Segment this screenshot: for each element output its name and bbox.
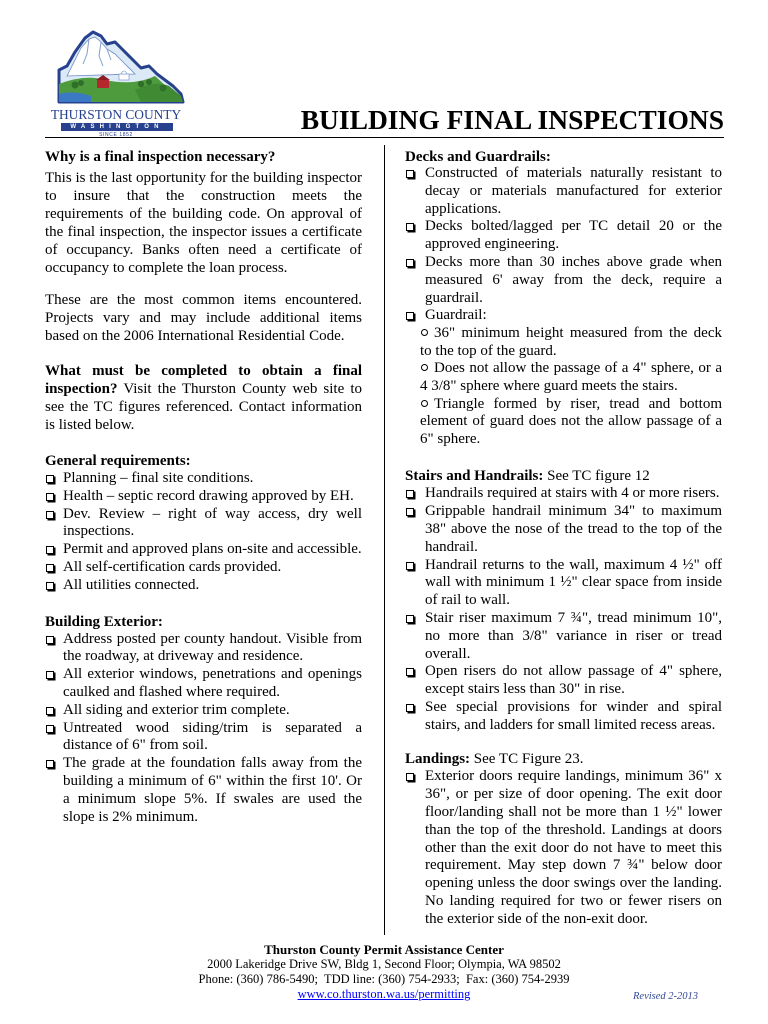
checkbox-bullet-icon xyxy=(46,671,54,679)
list-item-text: Health – septic record drawing approved by EH. xyxy=(63,487,354,504)
list-item-text: Handrail returns to the wall, maximum 4 ½" off wall with minimum 1 ½" clear space from inside of rail to wall. xyxy=(425,556,722,609)
why-paragraph: This is the last opportunity for the building inspector to insure that the construction meets the requirements of the building code. On approval of the final inspection, the inspector issues a certificate of occupancy. Banks often need a certificate of occupancy to complete the loan process. xyxy=(45,170,362,276)
list-item-text: Permit and approved plans on-site and accessible. xyxy=(63,541,362,558)
circle-bullet-icon xyxy=(421,364,428,371)
list-item-text: Address posted per county handout. Visible from the roadway, at driveway and residence. xyxy=(63,630,362,665)
list-item xyxy=(405,165,722,218)
checkbox-bullet-icon xyxy=(406,508,414,516)
logo-since: SINCE 1852 xyxy=(99,132,133,138)
list-item xyxy=(405,485,722,503)
stairs-handrails-list xyxy=(405,485,722,734)
what-must-answer: Visit the Thurston County web site to see the TC figures referenced. Contact information is listed below. xyxy=(45,381,362,433)
what-must-paragraph xyxy=(45,362,362,434)
landings-list xyxy=(405,768,722,928)
building-exterior-heading: Building Exterior: xyxy=(45,613,163,630)
checkbox-bullet-icon xyxy=(406,773,414,781)
column-divider xyxy=(384,145,385,935)
list-item xyxy=(45,488,362,506)
checkbox-bullet-icon xyxy=(406,490,414,498)
list-item-text: The grade at the foundation falls away from the building a minimum of 6" within the first 10'. Or a minimum slope 5%. If swales are used the slope is 2% minimum. xyxy=(63,755,362,825)
list-item-text: See special provisions for winder and spiral stairs, and ladders for small limited recess areas. xyxy=(425,698,722,733)
stairs-handrails-heading xyxy=(405,467,722,485)
footer-phone: Phone: (360) 786-5490; TDD line: (360) 754-2933; Fax: (360) 754-2939 xyxy=(198,972,570,986)
list-item xyxy=(405,663,722,699)
sub-list-item-text: Does not allow the passage of a 4" sphere, or a 4 3/8" sphere where guard meets the stairs. xyxy=(420,360,722,394)
list-item xyxy=(45,541,362,559)
list-item xyxy=(405,557,722,610)
list-item xyxy=(45,702,362,720)
list-item xyxy=(405,503,722,556)
list-item xyxy=(45,755,362,826)
list-item xyxy=(45,631,362,667)
list-item-text: All self-certification cards provided. xyxy=(63,558,282,575)
landings-note: See TC Figure 23. xyxy=(470,751,584,768)
footer-address: 2000 Lakeridge Drive SW, Bldg 1, Second Floor; Olympia, WA 98502 xyxy=(207,957,561,971)
list-item xyxy=(405,699,722,735)
checkbox-bullet-icon xyxy=(406,704,414,712)
list-item xyxy=(405,610,722,663)
building-exterior-list xyxy=(45,631,362,827)
sub-list-item-text: Triangle formed by riser, tread and bottom element of guard does not the allow passage of a 6" sphere. xyxy=(420,395,722,447)
logo-county-name: THURSTON COUNTY xyxy=(50,107,182,122)
left-column xyxy=(45,148,362,826)
decks-guardrails-heading: Decks and Guardrails: xyxy=(405,149,551,165)
checkbox-bullet-icon xyxy=(46,475,54,483)
checkbox-bullet-icon xyxy=(46,707,54,715)
checkbox-bullet-icon xyxy=(46,564,54,572)
landings-heading xyxy=(405,750,722,768)
why-heading: Why is a final inspection necessary? xyxy=(45,149,276,165)
list-item-text: All siding and exterior trim complete. xyxy=(63,701,290,718)
list-item xyxy=(45,666,362,702)
checkbox-bullet-icon xyxy=(406,668,414,676)
decks-guardrails-list xyxy=(405,165,722,325)
list-item-text: Stair riser maximum 7 ¾", tread minimum 10", no more than 3/8" variance in riser or tread overall. xyxy=(425,609,722,662)
list-item xyxy=(45,577,362,595)
circle-bullet-icon xyxy=(421,400,428,407)
sub-list-item xyxy=(405,325,722,360)
checkbox-bullet-icon xyxy=(46,636,54,644)
county-logo xyxy=(45,30,187,138)
revision-date: Revised 2-2013 xyxy=(633,991,699,1002)
checkbox-bullet-icon xyxy=(406,615,414,623)
list-item-text: Open risers do not allow passage of 4" sphere, except stairs less than 30" in rise. xyxy=(425,663,722,698)
what-must-question: What must be completed to obtain a final inspection? xyxy=(45,363,362,397)
list-item xyxy=(405,254,722,307)
checkbox-bullet-icon xyxy=(406,259,414,267)
checkbox-bullet-icon xyxy=(46,546,54,554)
stairs-handrails-title: Stairs and Handrails: xyxy=(405,468,544,485)
checkbox-bullet-icon xyxy=(46,582,54,590)
guardrail-sublist xyxy=(405,325,722,448)
title-rule xyxy=(45,137,724,138)
right-column xyxy=(405,148,722,929)
checkbox-bullet-icon xyxy=(406,170,414,178)
list-item-text: Dev. Review – right of way access, dry well inspections. xyxy=(63,505,362,540)
list-item-text: Handrails required at stairs with 4 or more risers. xyxy=(425,485,720,502)
list-item xyxy=(405,218,722,254)
list-item xyxy=(405,768,722,928)
checkbox-bullet-icon xyxy=(46,760,54,768)
list-item xyxy=(45,470,362,488)
checkbox-bullet-icon xyxy=(46,725,54,733)
sub-list-item xyxy=(405,360,722,395)
stairs-handrails-note: See TC figure 12 xyxy=(543,468,650,485)
page-title: BUILDING FINAL INSPECTIONS xyxy=(300,104,724,135)
checkbox-bullet-icon xyxy=(46,511,54,519)
list-item-text: Constructed of materials naturally resistant to decay or materials manufactured for exterior applications. xyxy=(425,165,722,217)
logo-state-bar: WASHINGTON xyxy=(61,123,173,131)
checkbox-bullet-icon xyxy=(46,493,54,501)
checkbox-bullet-icon xyxy=(406,223,414,231)
county-landscape-icon xyxy=(45,30,187,108)
general-requirements-list xyxy=(45,470,362,595)
checkbox-bullet-icon xyxy=(406,312,414,320)
sub-list-item xyxy=(405,396,722,449)
footer-organization: Thurston County Permit Assistance Center xyxy=(264,942,504,957)
list-item-text: Grippable handrail minimum 34" to maximum 38" above the nose of the tread to the top of the handrail. xyxy=(425,503,722,555)
list-item-text: Planning – final site conditions. xyxy=(63,470,254,486)
landings-title: Landings: xyxy=(405,751,471,768)
list-item xyxy=(45,720,362,756)
list-item-text: All utilities connected. xyxy=(63,576,200,593)
permitting-website-link[interactable]: www.co.thurston.wa.us/permitting xyxy=(297,987,471,1001)
list-item xyxy=(45,559,362,577)
list-item-text: All exterior windows, penetrations and openings caulked and flashed where required. xyxy=(63,666,362,700)
checkbox-bullet-icon xyxy=(406,562,414,570)
list-item-text: Untreated wood siding/trim is separated a distance of 6" from soil. xyxy=(63,719,362,754)
general-requirements-heading: General requirements: xyxy=(45,453,191,469)
list-item-text: Exterior doors require landings, minimum 36" x 36", or per size of door opening. The exit door floor/landing shall not be more than 1 ½" lower than the top of the threshold. Landings at doors other than the exit door do not have to meet this requirement. May step down 7 ¾" below door opening unless the door swings over the landing. No landing required for two or fewer risers on the exterior side of the non-exit door. xyxy=(425,768,722,927)
list-item xyxy=(45,506,362,542)
list-item-text: Guardrail: xyxy=(425,307,487,324)
circle-bullet-icon xyxy=(421,329,428,336)
sub-list-item-text: 36" minimum height measured from the deck to the top of the guard. xyxy=(420,325,722,359)
list-item-text: Decks more than 30 inches above grade when measured 6' away from the deck, require a guardrail. xyxy=(425,253,722,306)
common-items-paragraph: These are the most common items encountered. Projects vary and may include additional items based on the 2006 International Residential Code. xyxy=(45,292,362,344)
list-item-text: Decks bolted/lagged per TC detail 20 or the approved engineering. xyxy=(425,218,722,253)
list-item xyxy=(405,307,722,325)
